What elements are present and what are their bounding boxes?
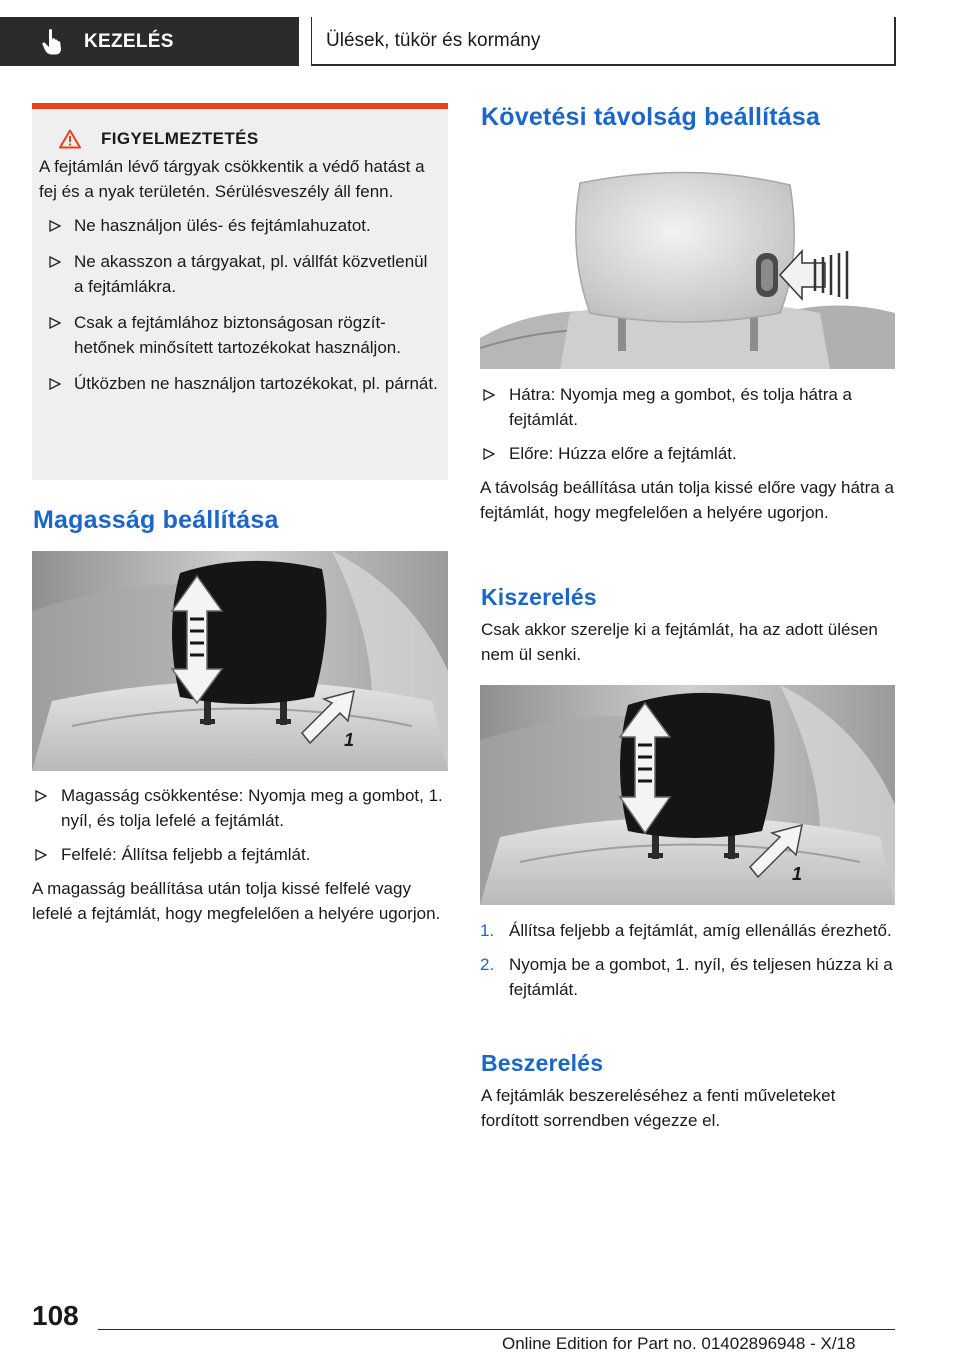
bullet-triangle-icon: [35, 790, 47, 802]
removal-section: [481, 584, 896, 667]
bullet-triangle-icon: [49, 256, 61, 268]
section-tab[interactable]: [0, 17, 299, 66]
list-item: Ne használjon ülés- és fejtámlahuzatot.: [39, 213, 439, 238]
height-list: [32, 783, 448, 867]
removal-text: Csak akkor szerelje ki a fejtámlát, ha az adott ülésen nem ül senki.: [481, 620, 878, 664]
list-item: 1. Állítsa feljebb a fejtámlát, amíg ellenállás érezhető.: [480, 921, 892, 940]
bullet-triangle-icon: [483, 389, 495, 401]
distance-adjust-illustration: [480, 163, 895, 369]
removal-heading: Kiszerelés: [481, 584, 597, 610]
distance-heading-wrap: [481, 103, 896, 132]
footer-edition: Online Edition for Part no. 01402896948 - X/18: [502, 1334, 856, 1353]
install-text: A fejtámlák beszereléséhez a fenti műveleteket fordított sorrendben végezze el.: [481, 1086, 836, 1130]
distance-heading: Követési távolság beállítása: [481, 103, 821, 131]
height-instructions: [32, 783, 448, 926]
list-item: 2. Nyomja be a gombot, 1. nyíl, és teljesen húzza ki a fejtámlát.: [480, 955, 893, 999]
chapter-header: [311, 17, 896, 66]
install-section: [481, 1050, 896, 1133]
bullet-triangle-icon: [49, 317, 61, 329]
warning-triangle-icon: [59, 129, 81, 149]
list-item: Magasság csökkentése: Nyomja meg a gombot, 1. nyíl, és tolja lefelé a fejtámlát.: [32, 783, 448, 833]
distance-text: A távolság beállítása után tolja kissé előre vagy hátra a fejtámlát, hogy megfelelően a helyére ugorjon.: [480, 478, 894, 522]
warning-box: [32, 103, 448, 480]
height-text: A magasság beállítása után tolja kissé felfelé vagy lefelé a fejtámlát, hogy megfelelően a helyére ugorjon.: [32, 879, 441, 923]
bullet-triangle-icon: [49, 220, 61, 232]
list-item: Felfelé: Állítsa feljebb a fejtámlát.: [32, 842, 448, 867]
distance-instructions: [480, 382, 896, 525]
bullet-triangle-icon: [49, 378, 61, 390]
height-section-heading-wrap: [33, 506, 448, 535]
height-adjust-illustration: [32, 551, 448, 771]
removal-steps: [480, 918, 896, 1011]
list-item: Ne akasszon a tárgyakat, pl. vállfát közvetlenül a fejtámlákra.: [39, 249, 439, 299]
warning-text: A fejtámlán lévő tárgyak csökkentik a védő hatást a fej és a nyak területén. Sérülésveszély áll fenn.: [39, 157, 425, 201]
arrow-label-1: 1: [344, 730, 355, 750]
warning-header: [59, 129, 439, 149]
bullet-triangle-icon: [35, 849, 47, 861]
distance-list: [480, 382, 896, 466]
install-heading: Beszerelés: [481, 1050, 604, 1076]
arrow-label-1: 1: [792, 864, 803, 884]
list-item: Csak a fejtámlához biztonságosan rögzíthetőnek minősített tartozékokat használjon.: [39, 310, 439, 360]
bullet-triangle-icon: [483, 448, 495, 460]
footer-divider: [98, 1329, 895, 1330]
list-item: Útközben ne használjon tartozékokat, pl. párnát.: [39, 371, 439, 396]
warning-title: FIGYELMEZTETÉS: [101, 129, 259, 148]
height-heading: Magasság beállítása: [33, 506, 279, 534]
hand-pointer-icon: [42, 29, 62, 55]
list-item: Előre: Húzza előre a fejtámlát.: [480, 441, 896, 466]
list-item: Hátra: Nyomja meg a gombot, és tolja hátra a fejtámlát.: [480, 382, 896, 432]
removal-step-list: [480, 918, 896, 1002]
removal-illustration: [480, 685, 895, 905]
section-label: KEZELÉS: [84, 30, 174, 52]
warning-list: [39, 213, 439, 396]
page-number: 108: [32, 1300, 79, 1331]
chapter-title: Ülések, tükör és kormány: [326, 30, 541, 51]
